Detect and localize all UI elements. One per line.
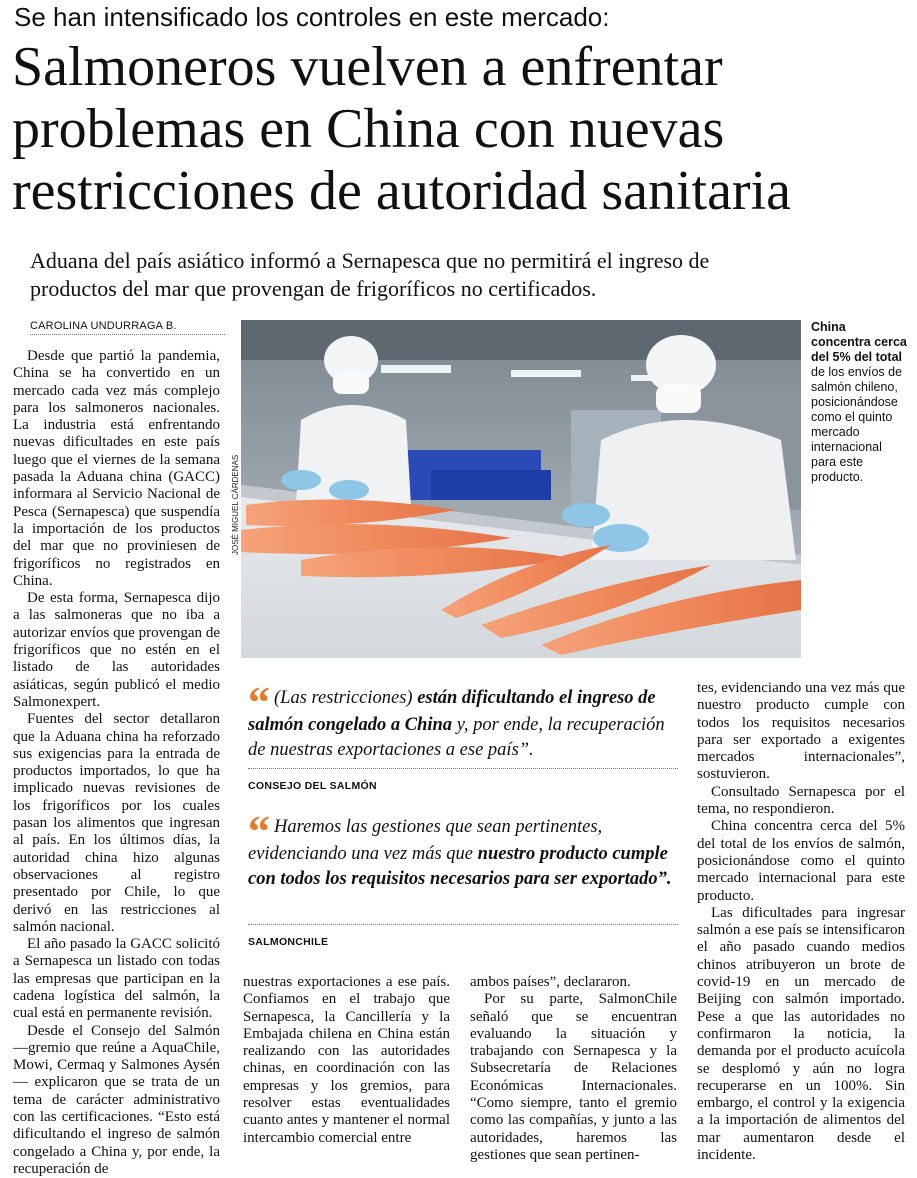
caption-text: de los envíos de salmón chileno, posicionándose como el quinto mercado internacional para este producto.	[811, 365, 903, 484]
caption-bold: China concentra cerca del 5% del total	[811, 320, 907, 364]
quote-source: CONSEJO DEL SALMÓN	[248, 780, 377, 792]
byline: CAROLINA UNDURRAGA B.	[30, 320, 177, 332]
standfirst-line: Aduana del país asiático informó a Sernapesca que no permitirá el ingreso de	[30, 248, 710, 273]
headline-line: problemas en China con nuevas	[12, 98, 725, 160]
paragraph: China concentra cerca del 5% del total de los envíos de salmón, posicionándose como el quinto mercado internacional para este producto.	[697, 818, 905, 904]
byline-rule	[30, 334, 225, 335]
headline-line: restricciones de autoridad sanitaria	[12, 160, 791, 222]
paragraph: Consultado Sernapesca por el tema, no respondieron.	[697, 783, 905, 818]
quote-mark-icon: “	[248, 807, 270, 856]
pull-quote-1	[248, 678, 678, 762]
body-column-1	[13, 348, 220, 1178]
quote-bold: están dificultando el ingreso de salmón congelado a China	[248, 688, 656, 735]
paragraph: Las dificultades para ingresar salmón a ese país se intensificaron el año pasado cuando medios chinos atribuyeron un brote de covid-19 en un mercado de Beijing con salmón importado. Pese a que las autoridades no confirmaron la noticia, la demanda por el producto acuícola se desplomó y aún no logra recuperarse en un 100%. Sin embargo, el control y la exigencia a la importación de alimentos del mar aumentaron desde el incidente.	[697, 904, 905, 1164]
headline	[12, 36, 912, 222]
body-column-4	[697, 680, 905, 1164]
paragraph: nuestras exportaciones a ese país. Confiamos en el trabajo que Sernapesca, la Cancillería y la Embajada chilena en China están realizando con las autoridades chinas, en coordinación con las empresas y los gremios, para resolver estas eventualidades cuanto antes y mantener el normal intercambio comercial entre	[243, 974, 450, 1146]
paragraph: tes, evidenciando una vez más que nuestro producto cumple con todos los requisitos necesarios para ser exportado a exigentes mercados internacionales”, sostuvieron.	[697, 680, 905, 783]
paragraph: Por su parte, SalmonChile señaló que se encuentran evaluando la situación y trabajando con Sernapesca y la Subsecretaría de Relaciones Económicas Internacionales. “Como siempre, tanto el gremio como las compañías, y junto a las autoridades, haremos las gestiones que sean pertinen-	[470, 991, 677, 1163]
quote-bold: nuestro producto cumple con todos los requisitos necesarios para ser exportado”.	[248, 844, 672, 889]
photo-caption	[811, 320, 907, 485]
quote-rule	[248, 768, 678, 769]
paragraph: El año pasado la GACC solicitó a Sernapesca un listado con todas las empresas que participan en la cadena logística del salmón, la cual está en permanente revisión.	[13, 936, 220, 1022]
photo-credit: JOSÉ MIGUEL CÁRDENAS	[231, 454, 240, 555]
paragraph: De esta forma, Sernapesca dijo a las salmoneras que no iba a autorizar envíos que provengan de frigoríficos que no estén en el listado de las autoridades asiáticas, según publicó el medio Salmonexpert.	[13, 590, 220, 710]
body-column-2	[243, 974, 450, 1147]
paragraph: ambos países”, declararon.	[470, 974, 631, 990]
photo-salmon-processing	[241, 320, 801, 658]
pull-quote-2	[248, 807, 678, 891]
kicker: Se han intensificado los controles en este mercado:	[14, 2, 610, 32]
paragraph: Fuentes del sector detallaron que la Aduana china ha reforzado sus exigencias para la entrada de productos importados, lo que ha implicado nuevas revisiones de los frigoríficos por los cuales pasan los alimentos que ingresan al país. En los últimos días, la autoridad china hizo algunas observaciones al registro presentado por Chile, lo que derivó en las restricciones al salmón nacional.	[13, 711, 220, 935]
paragraph: Desde el Consejo del Salmón —gremio que reúne a AquaChile, Mowi, Cermaq y Salmones Aysén— explicaron que se trata de un tema de carácter administrativo con las certificaciones. “Esto está dificultando el ingreso de salmón congelado a China y, por ende, la recuperación de	[13, 1022, 220, 1177]
quote-text: (Las restricciones)	[274, 688, 418, 708]
quote-text: y, por ende, la recuperación de nuestras exportaciones a ese país”.	[248, 715, 665, 760]
headline-line: Salmoneros vuelven a enfrentar	[12, 36, 723, 98]
body-column-3	[470, 974, 677, 1164]
quote-rule	[248, 924, 678, 925]
standfirst-line: productos del mar que provengan de frigoríficos no certificados.	[30, 276, 597, 301]
paragraph: Desde que partió la pandemia, China se ha convertido en un mercado cada vez más complejo para los salmoneros nacionales. La industria está enfrentando nuevas dificultades en este país luego que el viernes de la semana pasada la Aduana china (GACC) informara al Servicio Nacional de Pesca (Sernapesca) que suspendía la importación de los productos del mar que no proviniesen de frigoríficos no registrados en China.	[13, 348, 220, 589]
standfirst	[30, 247, 890, 303]
quote-mark-icon: “	[248, 678, 270, 727]
quote-text: Haremos las gestiones que sean pertinentes, evidenciando una vez más que	[248, 817, 603, 864]
quote-source: SALMONCHILE	[248, 936, 329, 948]
